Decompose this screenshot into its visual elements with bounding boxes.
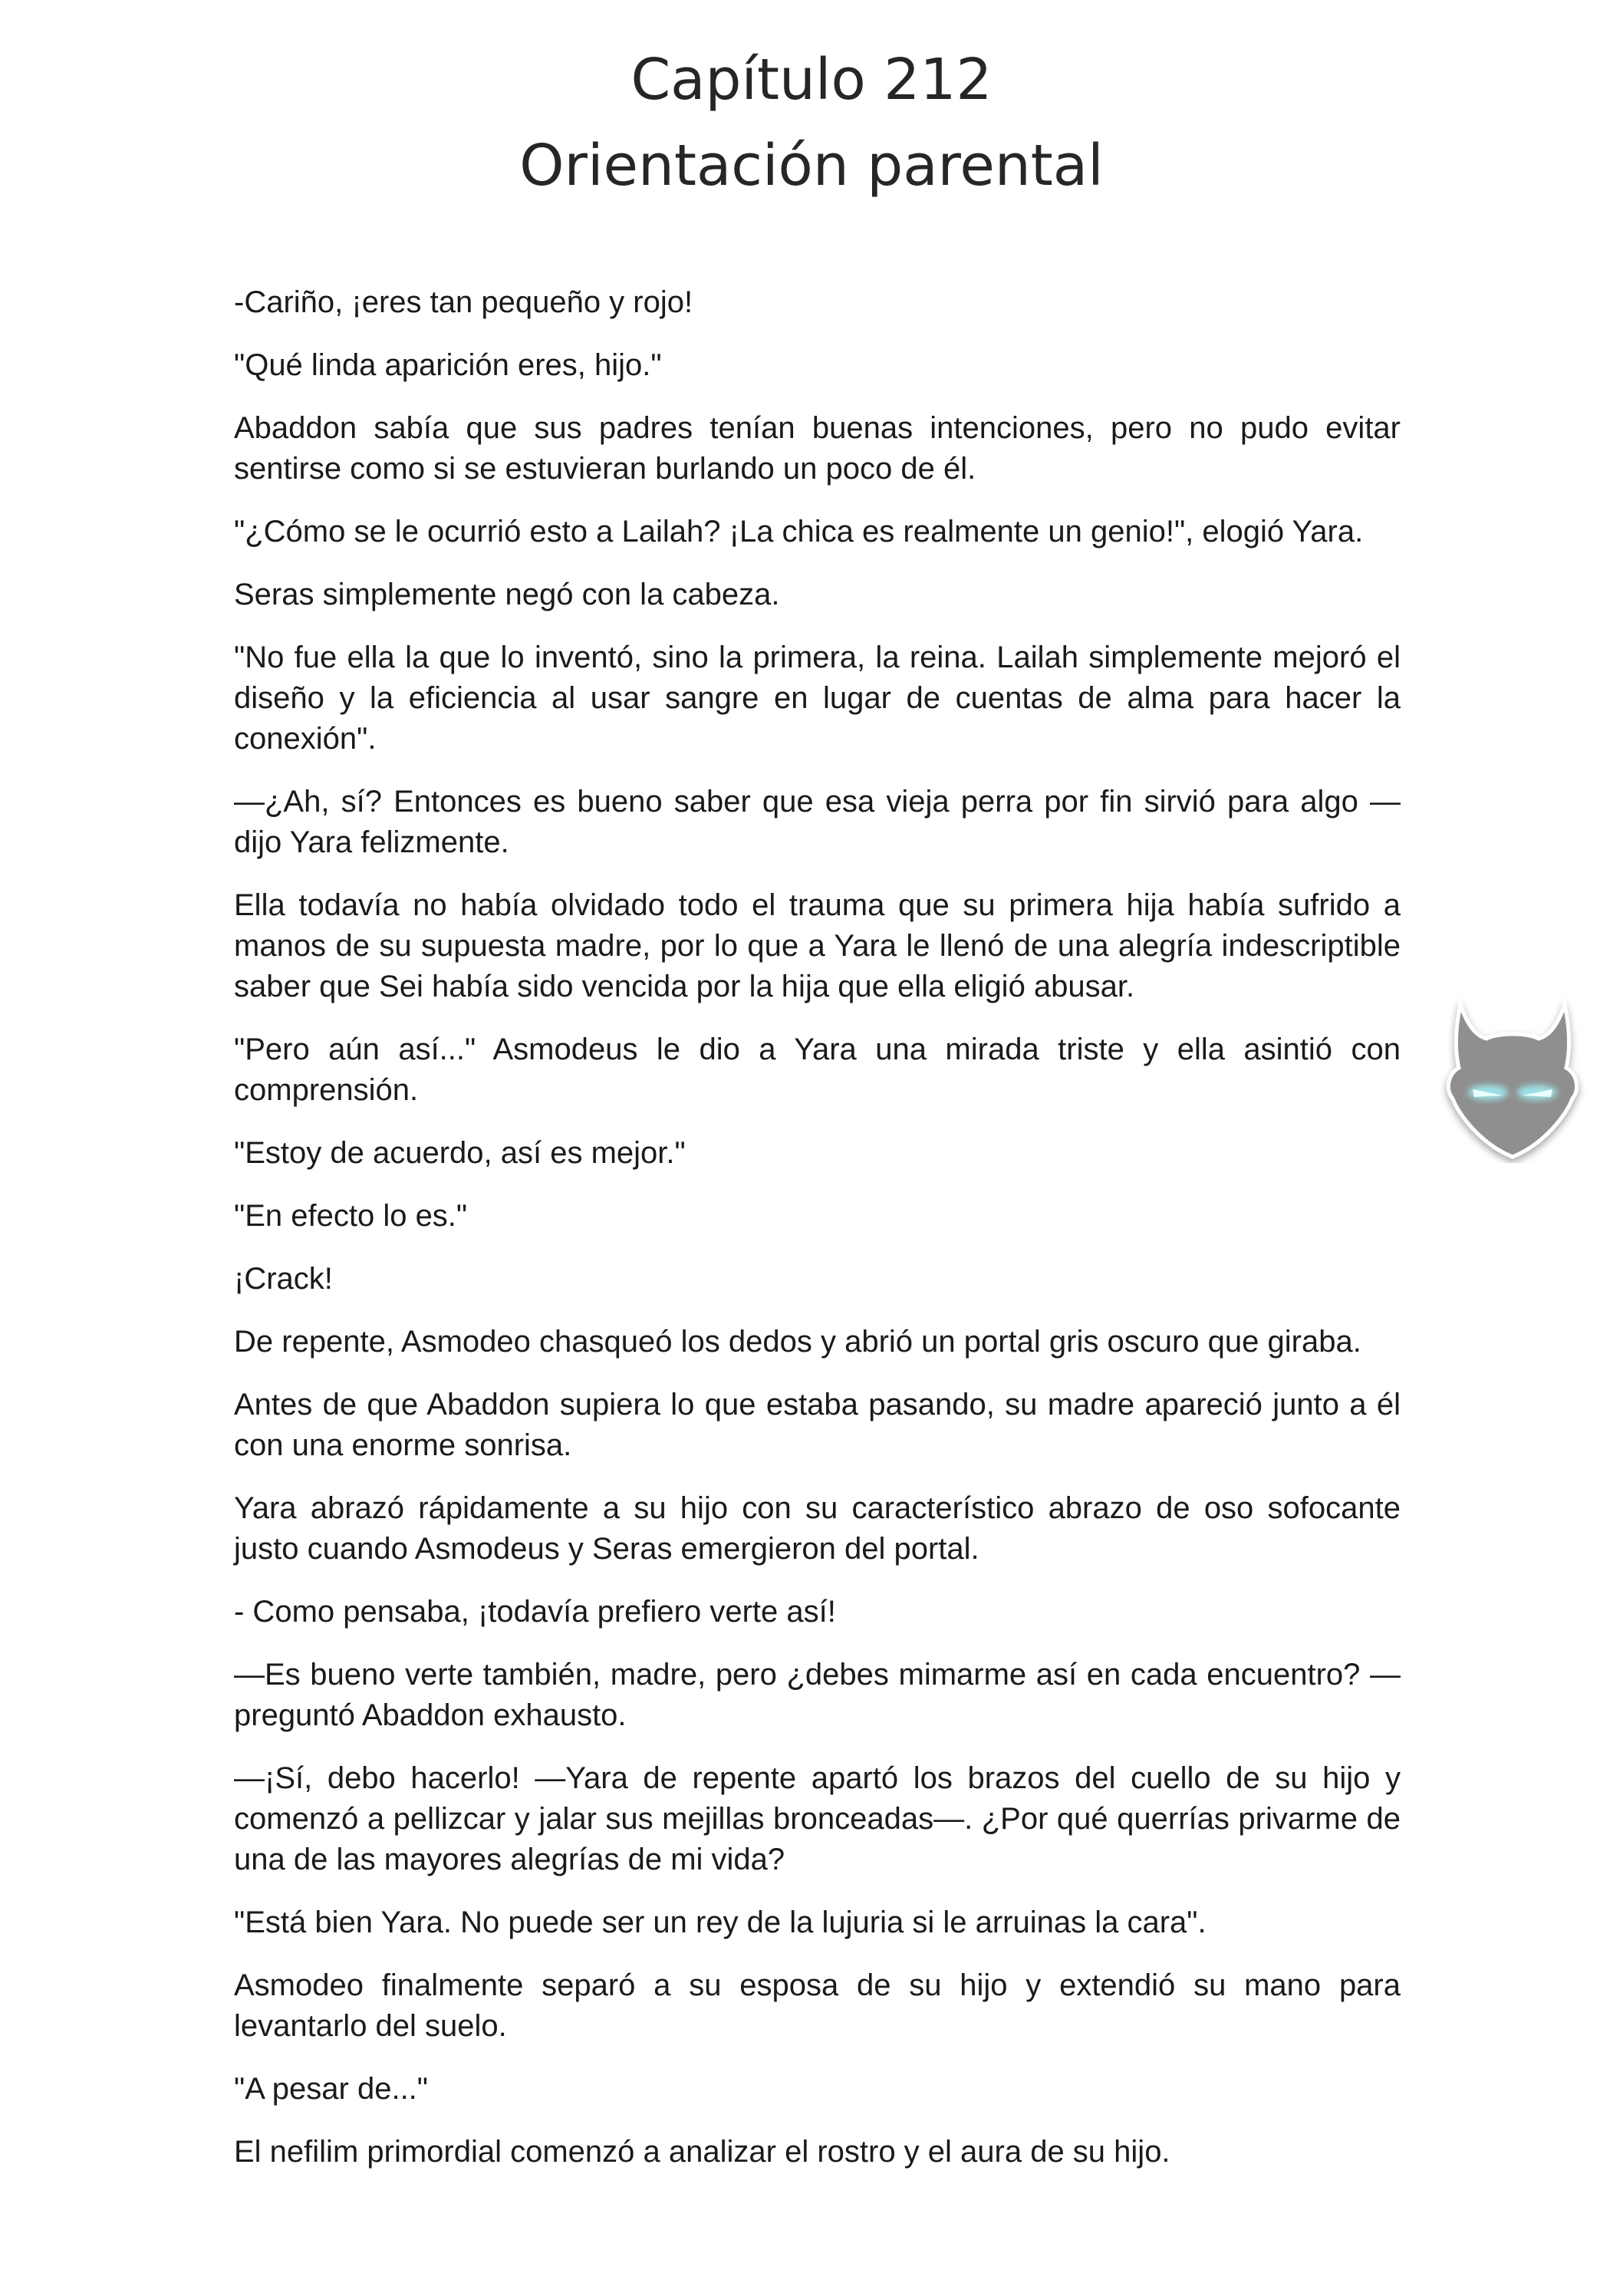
paragraph: "No fue ella la que lo inventó, sino la primera, la reina. Lailah simplemente mejoró el diseño y la eficiencia al usar sangre en lugar de cuentas de alma para hacer la conexión".: [234, 641, 1401, 756]
paragraph: ¡Crack!: [234, 1262, 333, 1296]
paragraph: -Cariño, ¡eres tan pequeño y rojo!: [234, 285, 693, 319]
paragraph: "Estoy de acuerdo, así es mejor.": [234, 1136, 686, 1170]
chapter-heading: [0, 37, 1623, 209]
paragraph: Seras simplemente negó con la cabeza.: [234, 578, 780, 611]
demon-head-logo-icon: [1437, 994, 1588, 1163]
paragraph: Yara abrazó rápidamente a su hijo con su característico abrazo de oso sofocante justo cuando Asmodeus y Seras emergieron del portal.: [234, 1491, 1401, 1566]
paragraph: Asmodeo finalmente separó a su esposa de su hijo y extendió su mano para levantarlo del suelo.: [234, 1968, 1401, 2043]
paragraph: "¿Cómo se le ocurrió esto a Lailah? ¡La chica es realmente un genio!", elogió Yara.: [234, 515, 1364, 548]
paragraph: —Es bueno verte también, madre, pero ¿debes mimarme así en cada encuentro? — preguntó Abaddon exhausto.: [234, 1658, 1401, 1732]
paragraph: Abaddon sabía que sus padres tenían buenas intenciones, pero no pudo evitar sentirse como si se estuvieran burlando un poco de él.: [234, 411, 1401, 486]
paragraph: Antes de que Abaddon supiera lo que estaba pasando, su madre apareció junto a él con una enorme sonrisa.: [234, 1388, 1401, 1462]
paragraph: —¿Ah, sí? Entonces es bueno saber que esa vieja perra por fin sirvió para algo —dijo Yara felizmente.: [234, 785, 1401, 859]
paragraph: "En efecto lo es.": [234, 1199, 468, 1233]
paragraph: De repente, Asmodeo chasqueó los dedos y abrió un portal gris oscuro que giraba.: [234, 1325, 1361, 1359]
chapter-number: Capítulo 212: [630, 47, 993, 113]
paragraph: —¡Sí, debo hacerlo! —Yara de repente apartó los brazos del cuello de su hijo y comenzó a pellizcar y jalar sus mejillas bronceadas—. ¿Por qué querrías privarme de una de las mayores alegrías de mi vida?: [234, 1761, 1401, 1876]
paragraph: "Pero aún así..." Asmodeus le dio a Yara una mirada triste y ella asintió con comprensión.: [234, 1033, 1401, 1107]
paragraph: "Está bien Yara. No puede ser un rey de la lujuria si le arruinas la cara".: [234, 1906, 1207, 1939]
chapter-body: [234, 282, 1401, 2195]
paragraph: El nefilim primordial comenzó a analizar el rostro y el aura de su hijo.: [234, 2135, 1170, 2169]
paragraph: "Qué linda aparición eres, hijo.": [234, 348, 662, 382]
paragraph: - Como pensaba, ¡todavía prefiero verte así!: [234, 1595, 836, 1629]
paragraph: Ella todavía no había olvidado todo el trauma que su primera hija había sufrido a manos de su supuesta madre, por lo que a Yara le llenó de una alegría indescriptible saber que Sei había sido vencida por la hija que ella eligió abusar.: [234, 888, 1401, 1003]
chapter-title: Orientación parental: [519, 133, 1104, 199]
paragraph: "A pesar de...": [234, 2072, 428, 2106]
